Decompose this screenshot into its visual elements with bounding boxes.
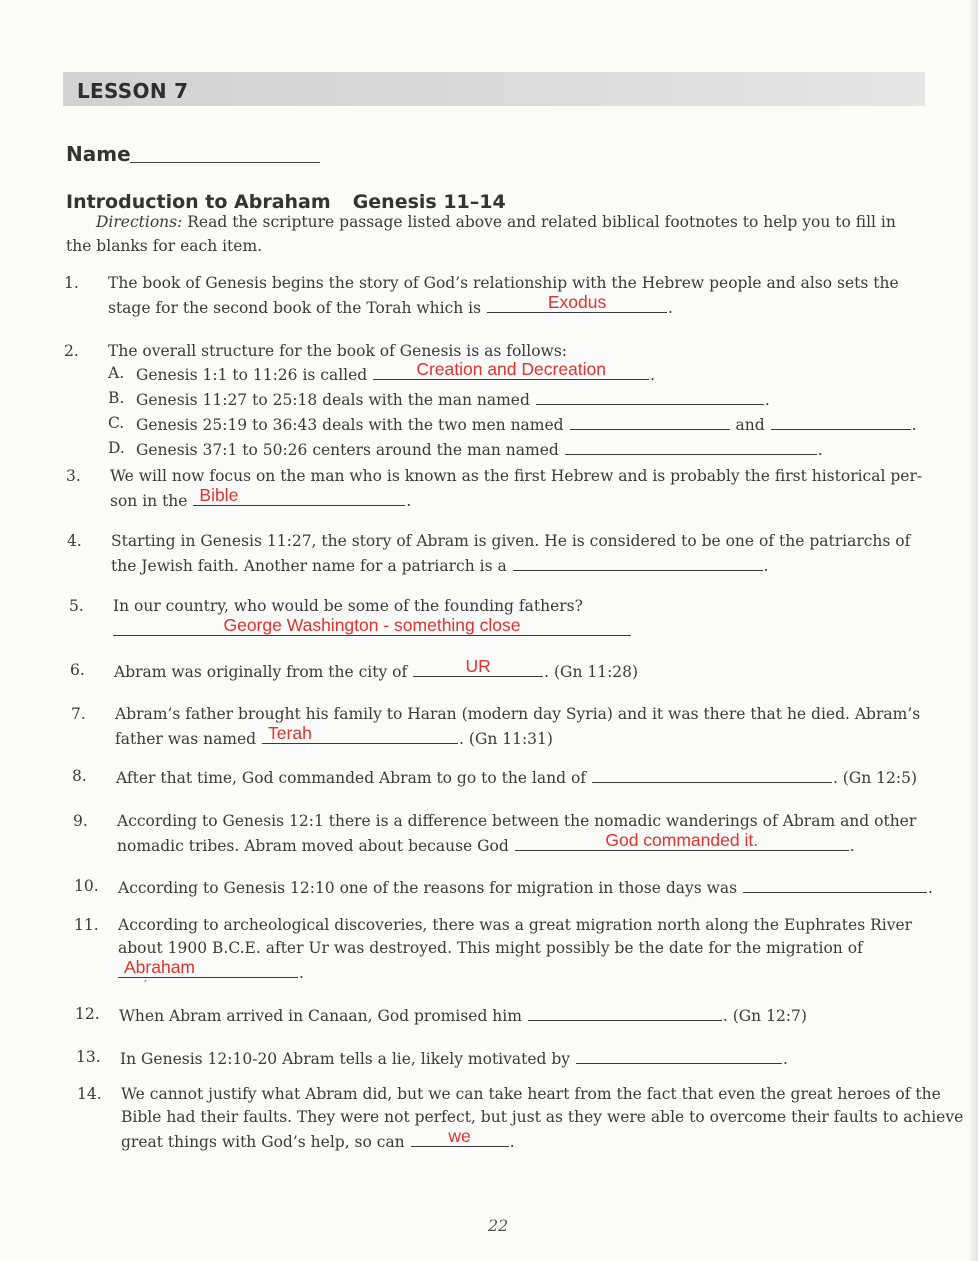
question-12 — [75, 1003, 807, 1028]
answer-field[interactable] — [373, 359, 649, 380]
punct: . — [509, 1133, 515, 1151]
question-text-line: According to Genesis 12:1 there is a difference between the nomadic wanderings of Abram and other — [117, 812, 917, 830]
question-number: 13. — [76, 1048, 101, 1066]
question-1 — [64, 272, 899, 320]
answer-field[interactable] — [576, 1046, 782, 1064]
handwritten-answer: Creation and Decreation — [416, 359, 607, 379]
question-text-line: In Genesis 12:10-20 Abram tells a lie, likely motivated by — [120, 1050, 571, 1068]
lesson-title: LESSON 7 — [77, 79, 189, 103]
answer-field[interactable] — [536, 387, 764, 405]
section-title-right: Genesis 11–14 — [352, 191, 506, 213]
handwritten-answer: George Washington - something close — [223, 615, 521, 635]
question-number: 11. — [74, 916, 99, 934]
question-2 — [64, 340, 917, 462]
answer-field[interactable] — [487, 292, 667, 313]
punct: . — [928, 879, 933, 897]
question-text-line: stage for the second book of the Torah which is — [108, 299, 482, 317]
scan-edge — [970, 0, 978, 1261]
question-text-line: Abram was originally from the city of — [114, 663, 408, 681]
sub-text: Genesis 25:19 to 36:43 deals with the two men named — [136, 416, 564, 434]
name-label: Name — [66, 142, 131, 166]
section-title-left: Introduction to Abraham — [66, 191, 331, 213]
sub-item-b — [108, 387, 917, 412]
answer-field[interactable] — [413, 656, 543, 677]
punct: . — [406, 492, 412, 510]
answer-field[interactable] — [570, 412, 730, 430]
question-number: 6. — [70, 661, 85, 679]
question-text-line: We cannot justify what Abram did, but we can take heart from the fact that even the great heroes of the — [121, 1085, 941, 1103]
question-number: 10. — [74, 877, 99, 895]
question-4 — [67, 530, 911, 578]
question-text-line: According to Genesis 12:10 one of the reasons for migration in those days was — [118, 879, 738, 897]
question-14 — [77, 1083, 964, 1154]
pencil-mark: ′ — [144, 978, 147, 992]
answer-field[interactable] — [193, 485, 405, 506]
punct: . — [849, 837, 855, 855]
question-text-line: Bible had their faults. They were not perfect, but just as they were able to overcome their faults to achieve — [121, 1108, 964, 1126]
handwritten-answer: Exodus — [547, 292, 607, 312]
question-10 — [74, 875, 933, 900]
directions — [66, 210, 906, 258]
question-text-line: great things with God’s help, so can — [121, 1133, 405, 1151]
question-text-line: We will now focus on the man who is known as the first Hebrew and is probably the first historical per- — [110, 467, 923, 485]
question-text-line: Abram’s father brought his family to Haran (modern day Syria) and it was there that he died. Abram’s — [115, 705, 921, 723]
sub-text: Genesis 1:1 to 11:26 is called — [136, 366, 368, 384]
punct: . — [764, 391, 770, 409]
question-number: 4. — [67, 532, 82, 550]
question-13 — [76, 1046, 788, 1071]
question-text-line: the Jewish faith. Another name for a patriarch is a — [111, 557, 507, 575]
question-number: 3. — [66, 467, 81, 485]
punct: . — [911, 416, 917, 434]
question-8 — [72, 765, 917, 790]
sub-text: Genesis 11:27 to 25:18 deals with the man named — [136, 391, 530, 409]
handwritten-answer: Abraham — [124, 957, 196, 977]
punct: . — [763, 557, 769, 575]
question-text-line: After that time, God commanded Abram to go to the land of — [116, 769, 587, 787]
question-number: 2. — [64, 342, 79, 360]
question-9 — [73, 810, 917, 858]
answer-field[interactable] — [743, 875, 927, 893]
sub-item-a — [108, 359, 917, 387]
page-number: 22 — [488, 1216, 509, 1235]
answer-field-2[interactable] — [771, 412, 911, 430]
question-text-line: Starting in Genesis 11:27, the story of Abram is given. He is considered to be one of the patriarchs of — [111, 532, 911, 550]
question-number: 7. — [71, 705, 86, 723]
question-text-line: The book of Genesis begins the story of God’s relationship with the Hebrew people and also sets the — [108, 274, 899, 292]
question-number: 14. — [77, 1085, 102, 1103]
sub-letter: C. — [108, 414, 125, 432]
question-number: 8. — [72, 767, 87, 785]
question-text-line: father was named — [115, 730, 257, 748]
sub-text: Genesis 37:1 to 50:26 centers around the man named — [136, 441, 559, 459]
question-text-line: nomadic tribes. Abram moved about because God — [117, 837, 509, 855]
citation: . (Gn 11:28) — [544, 663, 639, 681]
question-11 — [74, 914, 913, 985]
handwritten-answer: we — [448, 1126, 471, 1146]
answer-field[interactable] — [528, 1003, 722, 1021]
sub-item-c — [108, 412, 917, 437]
sub-letter: A. — [108, 364, 125, 382]
handwritten-answer: UR — [465, 656, 491, 676]
directions-label: Directions: — [96, 213, 183, 231]
punct: . — [299, 964, 304, 982]
question-number: 12. — [75, 1005, 100, 1023]
punct: . — [668, 299, 673, 317]
answer-field[interactable] — [515, 830, 849, 851]
handwritten-answer: Terah — [268, 723, 312, 743]
question-text-line: The overall structure for the book of Genesis is as follows: — [108, 342, 567, 360]
citation: . (Gn 11:31) — [459, 730, 553, 748]
directions-text: Read the scripture passage listed above and related biblical footnotes to help you to fill in the blanks for each item. — [66, 213, 896, 255]
punct: . — [783, 1050, 788, 1068]
question-5 — [69, 595, 632, 643]
lesson-banner — [63, 72, 925, 106]
sub-letter: D. — [108, 439, 125, 457]
question-text-line: son in the — [110, 492, 188, 510]
sub-letter: B. — [108, 389, 125, 407]
answer-field[interactable] — [411, 1126, 509, 1147]
question-3 — [66, 465, 923, 513]
sub-item-d — [108, 437, 917, 462]
name-field[interactable] — [130, 162, 320, 163]
answer-field[interactable] — [113, 615, 631, 636]
punct: . — [817, 441, 823, 459]
punct: . — [650, 366, 656, 384]
question-number: 1. — [64, 274, 79, 292]
handwritten-answer: Bible — [199, 485, 239, 505]
sub-text: and — [735, 416, 765, 434]
handwritten-answer: God commanded it. — [605, 830, 759, 850]
answer-field[interactable] — [513, 553, 763, 571]
answer-field[interactable] — [565, 437, 817, 455]
answer-field[interactable] — [118, 957, 298, 978]
citation: . (Gn 12:7) — [722, 1007, 807, 1025]
question-text-line: When Abram arrived in Canaan, God promised him — [119, 1007, 522, 1025]
question-number: 5. — [69, 597, 84, 615]
answer-field[interactable] — [262, 723, 458, 744]
question-text-line: about 1900 B.C.E. after Ur was destroyed. This might possibly be the date for the migration of — [118, 939, 863, 957]
question-text-line: In our country, who would be some of the founding fathers? — [113, 597, 583, 615]
question-7 — [71, 703, 921, 751]
question-text-line: According to archeological discoveries, there was a great migration north along the Euphrates River — [118, 916, 913, 934]
citation: . (Gn 12:5) — [832, 769, 917, 787]
answer-field[interactable] — [592, 765, 832, 783]
question-6 — [70, 656, 639, 684]
question-number: 9. — [73, 812, 88, 830]
